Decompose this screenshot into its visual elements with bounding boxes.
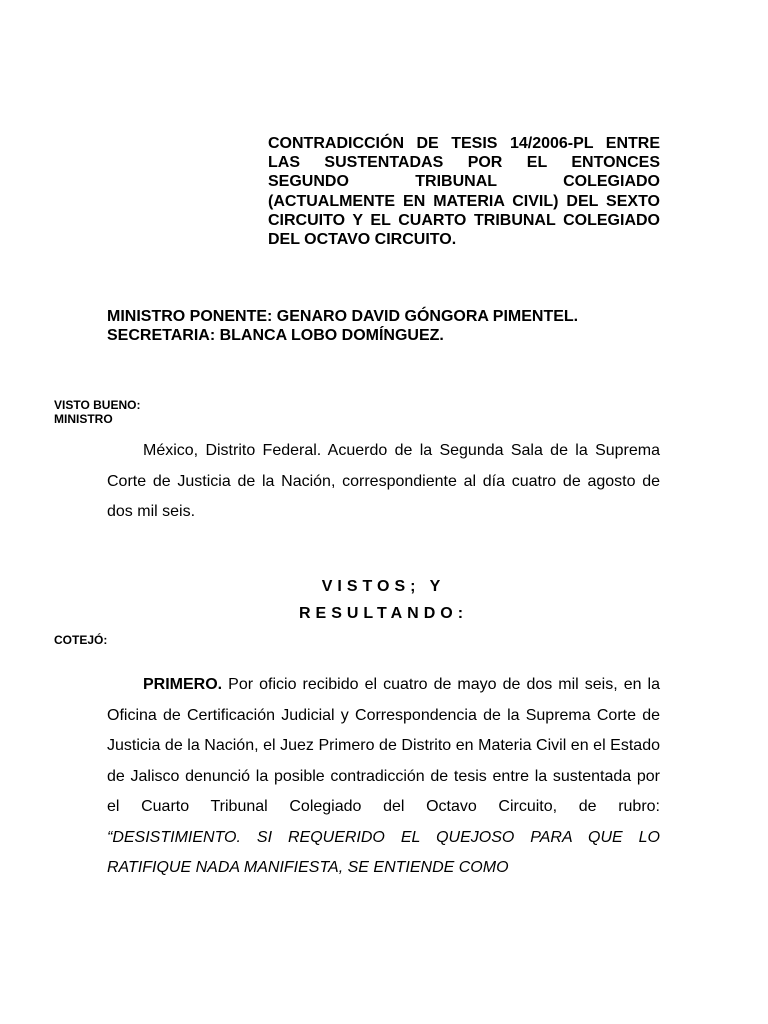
primero-text: Por oficio recibido el cuatro de mayo de dos mil seis, en la Oficina de Certificación Judicial y Correspondencia de la Suprema Corte de Justicia de la Nación, el Juez Primero de Distrito en Materia Civil en el Estado de Jalisco denunció la posible contradicción de tesis entre la sustentada por el Cuarto Tribunal Colegiado del Octavo Circuito, de rubro: [107, 676, 660, 815]
officials-block [107, 307, 660, 345]
primero-lead: PRIMERO. [143, 676, 223, 693]
visto-bueno-label: VISTO BUENO: [54, 398, 141, 412]
vistos-heading: VISTOS; Y [321, 578, 446, 595]
resultando-heading: RESULTANDO: [298, 605, 469, 622]
primero-paragraph [107, 670, 660, 884]
ministro-ponente: MINISTRO PONENTE: GENARO DAVID GÓNGORA PIMENTEL. [107, 308, 579, 325]
visto-bueno-note [54, 398, 140, 426]
ministro-label: MINISTRO [54, 412, 113, 426]
intro-paragraph: México, Distrito Federal. Acuerdo de la Segunda Sala de la Suprema Corte de Justicia de la Nación, correspondiente al día cuatro de agosto de dos mil seis. [107, 442, 660, 520]
primero-quote: “DESISTIMIENTO. SI REQUERIDO EL QUEJOSO PARA QUE LO RATIFIQUE NADA MANIFIESTA, SE ENTIENDE COMO [107, 828, 660, 876]
secretaria: SECRETARIA: BLANCA LOBO DOMÍNGUEZ. [107, 327, 444, 344]
case-title: CONTRADICCIÓN DE TESIS 14/2006-PL ENTRE LAS SUSTENTADAS POR EL ENTONCES SEGUNDO TRIBUNAL COLEGIADO (ACTUALMENTE EN MATERIA CIVIL) DEL SEXTO CIRCUITO Y EL CUARTO TRIBUNAL COLEGIADO DEL OCTAVO CIRCUITO. [268, 135, 660, 249]
cotejo-note: COTEJÓ: [54, 633, 108, 647]
